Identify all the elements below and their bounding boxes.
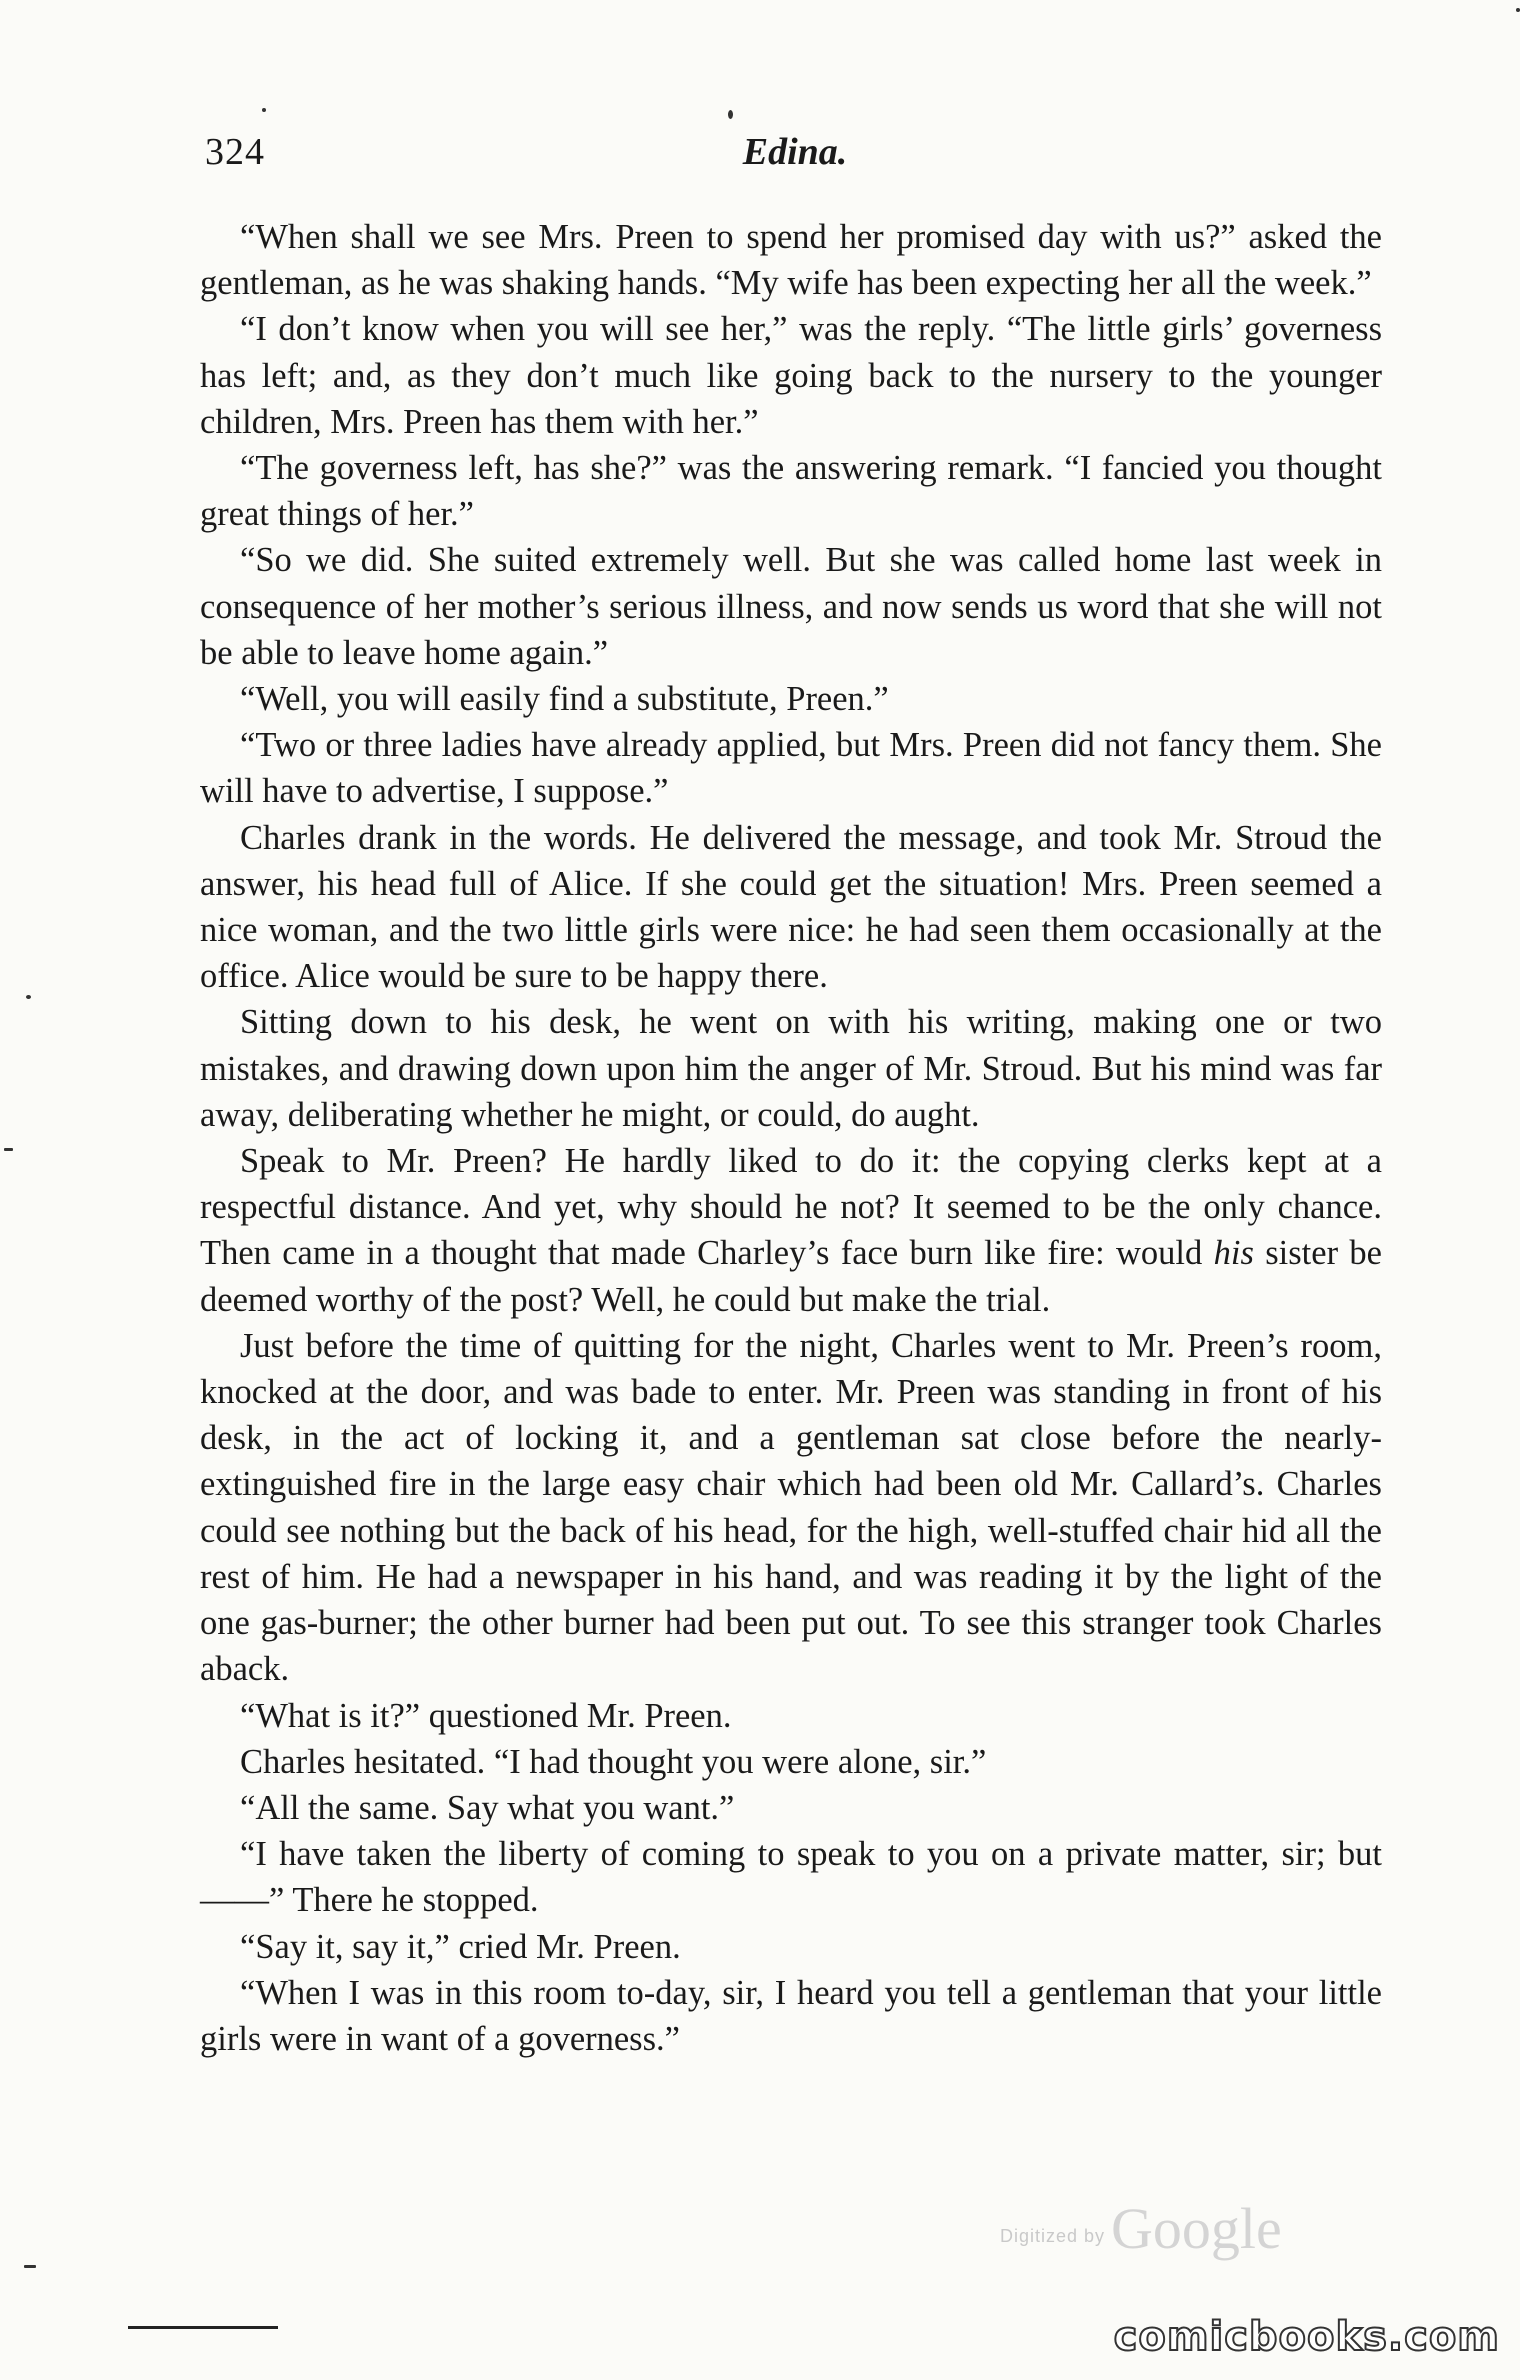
site-badge: comicbooks.com: [1113, 2314, 1500, 2360]
paragraph-15: “Say it, say it,” cried Mr. Preen.: [240, 1927, 681, 1966]
scan-speck: [262, 108, 266, 112]
paragraph-10: Just before the time of quitting for the night, Charles went to Mr. Preen’s room, knocked at the door, and was bade to enter. Mr. Preen was standing in front of his desk, in the act of locking it, and a gentleman sat close before the nearly-extinguished fire in the large easy chair which had been old Mr. Callard’s. Charles could see nothing but the back of his head, for the high, well-stuffed chair hid all the rest of him. He had a newspaper in his hand, and was reading it by the light of the one gas-burner; the other burner had been put out. To see this stranger took Charles aback.: [200, 1326, 1382, 1689]
page-number: 324: [205, 131, 265, 173]
scan-speck: [4, 1148, 13, 1151]
speak-text-before: Speak to Mr. Preen? He hardly liked to do it: the copying clerks kept at a respectful distance. And yet, why should he not? It seemed to be the only chance. Then came in a thought that made Charley’s face burn like fire: would: [200, 1142, 1382, 1273]
paragraph-11: “What is it?” questioned Mr. Preen.: [240, 1696, 732, 1735]
paragraph-12: Charles hesitated. “I had thought you were alone, sir.”: [240, 1742, 987, 1781]
scan-speck: [1516, 8, 1520, 12]
digitized-watermark: [1000, 2195, 1282, 2262]
paragraph-8: Sitting down to his desk, he went on with his writing, making one or two mistakes, and drawing down upon him the anger of Mr. Stroud. But his mind was far away, deliberating whether he might, or could, do aught.: [200, 1003, 1382, 1134]
scan-speck: [26, 995, 31, 999]
running-title: Edina.: [742, 131, 848, 173]
scan-speck: [24, 2265, 36, 2268]
paragraph-13: “All the same. Say what you want.”: [240, 1788, 735, 1827]
paragraph-2: “I don’t know when you will see her,” was the reply. “The little girls’ governess has left; and, as they don’t much like going back to the nursery to the younger children, Mrs. Preen has them with her.”: [200, 310, 1382, 441]
paragraph-5: “Well, you will easily find a substitute, Preen.”: [240, 680, 889, 719]
footer-rule: [128, 2326, 278, 2329]
speak-text-continued: Well, he could but make the trial.: [591, 1280, 1051, 1319]
scan-speck: [728, 110, 733, 119]
paragraph-1: “When shall we see Mrs. Preen to spend her promised day with us?” asked the gentleman, as he was shaking hands. “My wife has been expecting her all the week.”: [200, 218, 1382, 303]
paragraph-9: [200, 1138, 1382, 1323]
watermark-brand: Google: [1111, 2196, 1282, 2261]
paragraph-14: “I have taken the liberty of coming to speak to you on a private matter, sir; but——” There he stopped.: [200, 1835, 1382, 1920]
speak-text-after: sister be deemed worthy of the post?: [200, 1234, 1382, 1319]
paragraph-3: “The governess left, has she?” was the answering remark. “I fancied you thought great things of her.”: [200, 449, 1382, 534]
paragraph-7: Charles drank in the words. He delivered the message, and took Mr. Stroud the answer, his head full of Alice. If she could get the situation! Mrs. Preen seemed a nice woman, and the two little girls were nice: he had seen them occasionally at the office. Alice would be sure to be happy there.: [200, 818, 1382, 996]
speak-emphasis: his: [1213, 1234, 1254, 1273]
paragraph-6: “Two or three ladies have already applied, but Mrs. Preen did not fancy them. She will have to advertise, I suppose.”: [200, 726, 1382, 811]
watermark-prefix: Digitized by: [1000, 2226, 1106, 2246]
running-head: [205, 130, 1385, 190]
paragraph-16: “When I was in this room to-day, sir, I heard you tell a gentleman that your little girls were in want of a governess.”: [200, 1973, 1382, 2058]
text-body: [200, 214, 1382, 2062]
paragraph-4: “So we did. She suited extremely well. But she was called home last week in consequence of her mother’s serious illness, and now sends us word that she will not be able to leave home again.”: [200, 541, 1382, 672]
